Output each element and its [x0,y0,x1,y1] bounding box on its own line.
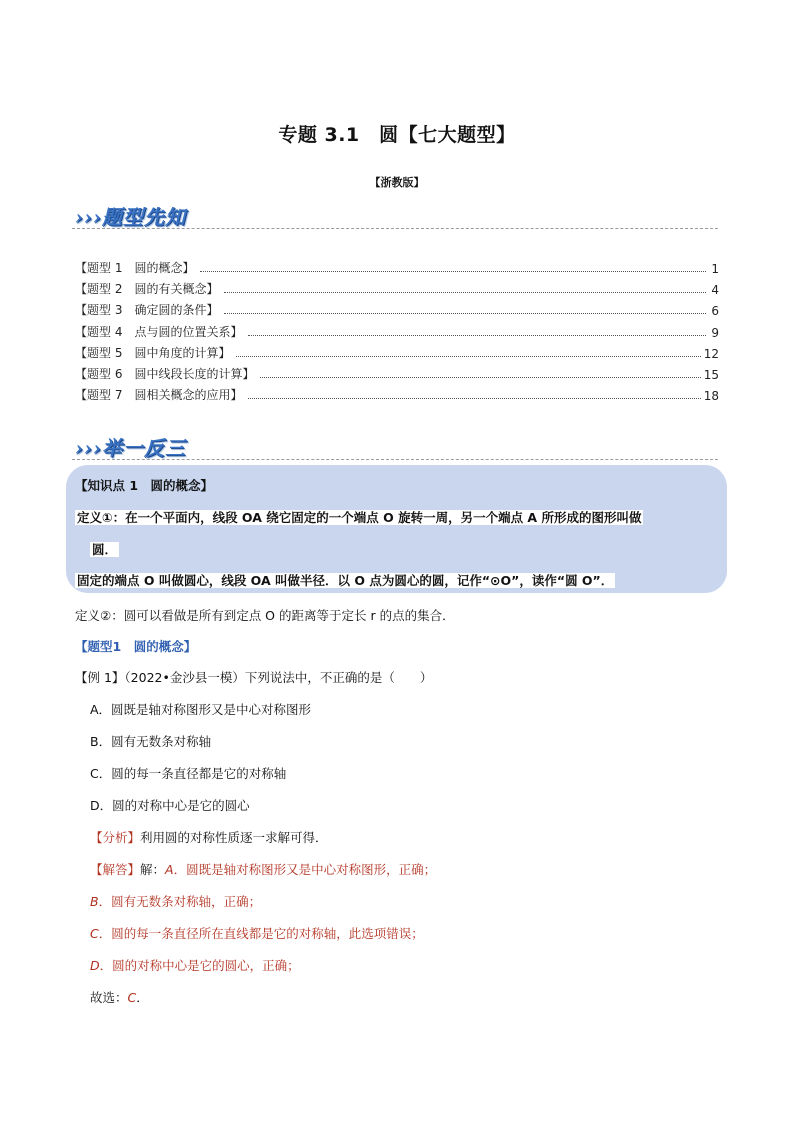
definition-1-note: 固定的端点 O 叫做圆心，线段 OA 叫做半径．以 O 点为圆心的圆，记作“⊙O”，读作“圆 O”． [77,573,614,588]
definition-2: 定义②：圆可以看做是所有到定点 O 的距离等于定长 r 的点的集合． [75,608,455,623]
banner-examples: ›››举一反三 [75,436,186,460]
option-d: D．圆的对称中心是它的圆心 [90,798,250,813]
edition-label: 【浙教版】 [369,176,425,189]
section-heading: 【题型1 圆的概念】 [75,639,197,654]
toc-item[interactable]: 【题型 3 确定圆的条件】 6 [75,303,719,318]
example-question: 【例 1】（2022•金沙县一模）下列说法中，不正确的是（ ） [75,670,433,685]
divider [72,228,718,229]
analysis: 【分析】利用圆的对称性质逐一求解可得． [90,830,328,845]
conclusion: 故选：C． [90,990,149,1005]
option-a: A．圆既是轴对称图形又是中心对称图形 [90,702,312,717]
divider [72,459,718,460]
banner-toc: ›››题型先知 [75,205,186,229]
toc-item[interactable]: 【题型 7 圆相关概念的应用】 18 [75,388,719,403]
answer-line-c: C．圆的每一条直径所在直线都是它的对称轴，此选项错误； [90,926,424,941]
toc-item[interactable]: 【题型 6 圆中线段长度的计算】 15 [75,367,719,382]
definition-1: 定义①：在一个平面内，线段 OA 绕它固定的一个端点 O 旋转一周，另一个端点 A 所形成的图形叫做 [77,510,642,525]
page-title: 专题 3.1 圆【七大题型】 [278,124,516,146]
option-b: B．圆有无数条对称轴 [90,734,212,749]
toc-item[interactable]: 【题型 4 点与圆的位置关系】 9 [75,325,719,340]
knowledge-heading: 【知识点 1 圆的概念】 [75,478,214,493]
option-c: C．圆的每一条直径都是它的对称轴 [90,766,287,781]
toc-item[interactable]: 【题型 1 圆的概念】 1 [75,261,719,276]
answer-line-d: D．圆的对称中心是它的圆心，正确； [90,958,300,973]
answer-line-b: B．圆有无数条对称轴，正确； [90,894,262,909]
answer-line-a: 【解答】解：A．圆既是轴对称图形又是中心对称图形，正确； [90,862,437,877]
definition-1-tail: 圆． [92,542,118,557]
toc-item[interactable]: 【题型 2 圆的有关概念】 4 [75,282,719,297]
toc-item[interactable]: 【题型 5 圆中角度的计算】 12 [75,346,719,361]
